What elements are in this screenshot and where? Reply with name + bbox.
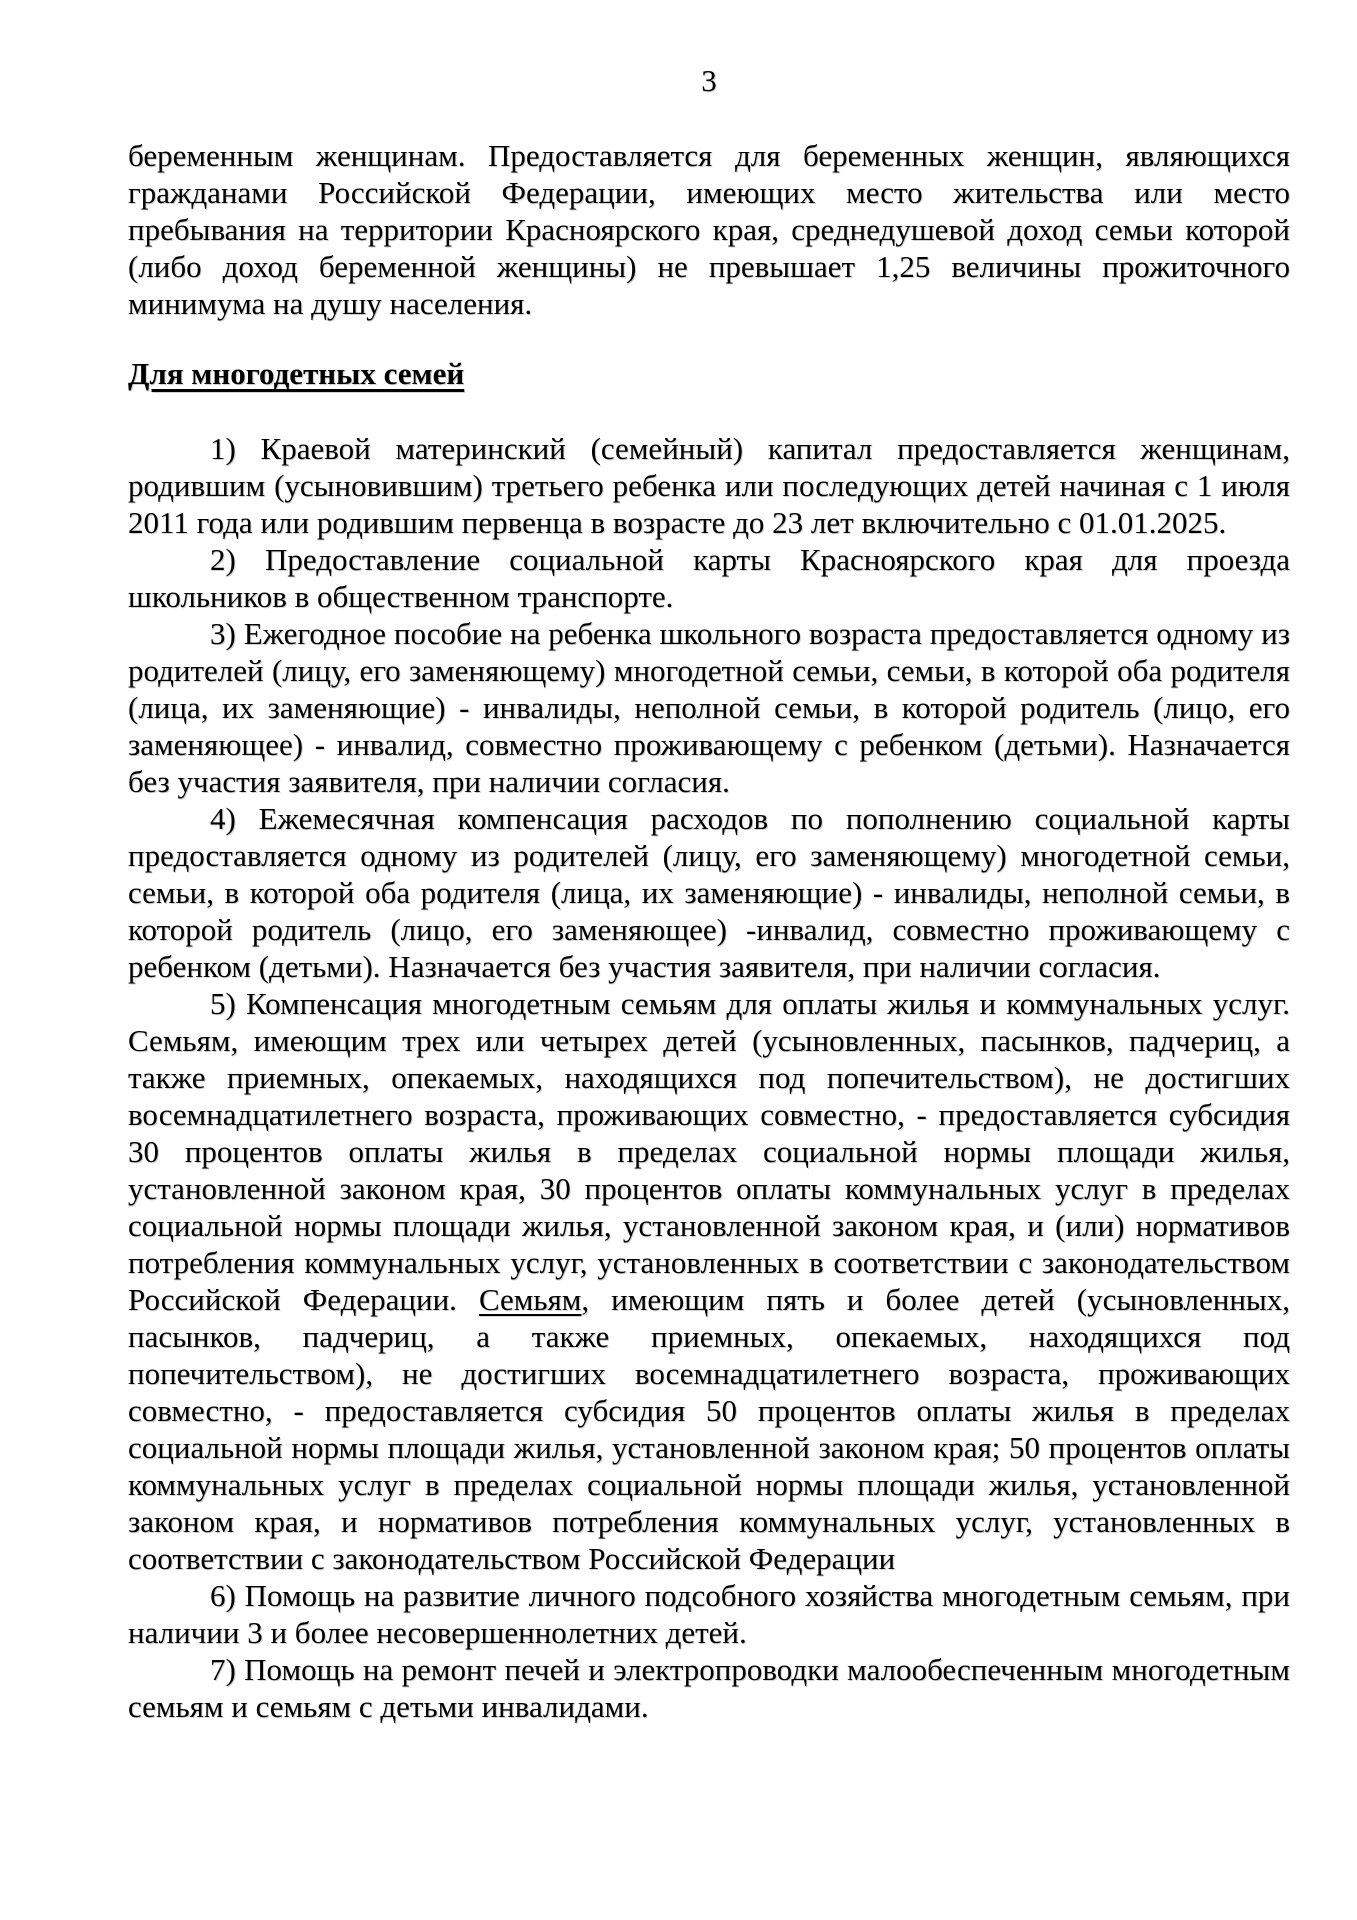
section-heading-text: Для многодетных семей [128,356,465,391]
benefit-item-5 [128,985,1290,1577]
benefit-item-3: 3) Ежегодное пособие на ребенка школьного возраста предоставляется одному из родителей (лицу, его заменяющему) многодетной семьи, семьи, в которой оба родителя (лица, их заменяющие) - инвалиды, неполной семьи, в которой родитель (лицо, его заменяющее) - инвалид, совместно проживающему с ребенком (детьми). Назначается без участия заявителя, при наличии согласия. [128,616,1290,799]
intro-paragraph: беременным женщинам. Предоставляется для беременных женщин, являющихся гражданами Российской Федерации, имеющих место жительства или место пребывания на территории Красноярского края, среднедушевой доход семьи которой (либо доход беременной женщины) не превышает 1,25 величины прожиточного минимума на душу населения. [128,138,1290,321]
benefit-item-1: 1) Краевой материнский (семейный) капитал предоставляется женщинам, родившим (усыновившим) третьего ребенка или последующих детей начиная с 1 июля 2011 года или родившим первенца в возрасте до 23 лет включительно с 01.01.2025. [128,431,1290,540]
benefit-item-5-underlined-word: Семьям [478,1282,582,1317]
page-number: 3 [701,63,717,98]
benefit-item-2: 2) Предоставление социальной карты Красноярского края для проезда школьников в общественном транспорте. [128,542,1290,614]
benefit-item-4: 4) Ежемесячная компенсация расходов по пополнению социальной карты предоставляется одному из родителей (лицу, его заменяющему) многодетной семьи, семьи, в которой оба родителя (лица, их заменяющие) - инвалиды, неполной семьи, в которой родитель (лицо, его заменяющее) -инвалид, совместно проживающему с ребенком (детьми). Назначается без участия заявителя, при наличии согласия. [128,801,1290,984]
benefit-item-7: 7) Помощь на ремонт печей и электропроводки малообеспеченным многодетным семьям и семьям с детьми инвалидами. [128,1652,1290,1724]
benefit-item-5-text-after: , имеющим пять и более детей (усыновленных, пасынков, падчериц, а также приемных, опекаемых, находящихся под попечительством), не достигших восемнадцатилетнего возраста, проживающих совместно, - предоставляется субсидия 50 процентов оплаты жилья в пределах социальной нормы площади жилья, установленной законом края; 50 процентов оплаты коммунальных услуг в пределах социальной нормы площади жилья, установленной законом края, и нормативов потребления коммунальных услуг, установленных в соответствии с законодательством Российской Федерации [128,1282,1290,1576]
benefit-item-6: 6) Помощь на развитие личного подсобного хозяйства многодетным семьям, при наличии 3 и более несовершеннолетних детей. [128,1578,1290,1650]
section-heading [128,355,1290,392]
benefit-item-5-text-before: 5) Компенсация многодетным семьям для оплаты жилья и коммунальных услуг. Семьям, имеющим трех или четырех детей (усыновленных, пасынков, падчериц, а также приемных, опекаемых, находящихся под попечительством), не достигших восемнадцатилетнего возраста, проживающих совместно, - предоставляется субсидия 30 процентов оплаты жилья в пределах социальной нормы площади жилья, установленной законом края, 30 процентов оплаты коммунальных услуг в пределах социальной нормы площади жилья, установленной законом края, и (или) нормативов потребления коммунальных услуг, установленных в соответствии с законодательством Российской Федерации. [128,986,1290,1317]
